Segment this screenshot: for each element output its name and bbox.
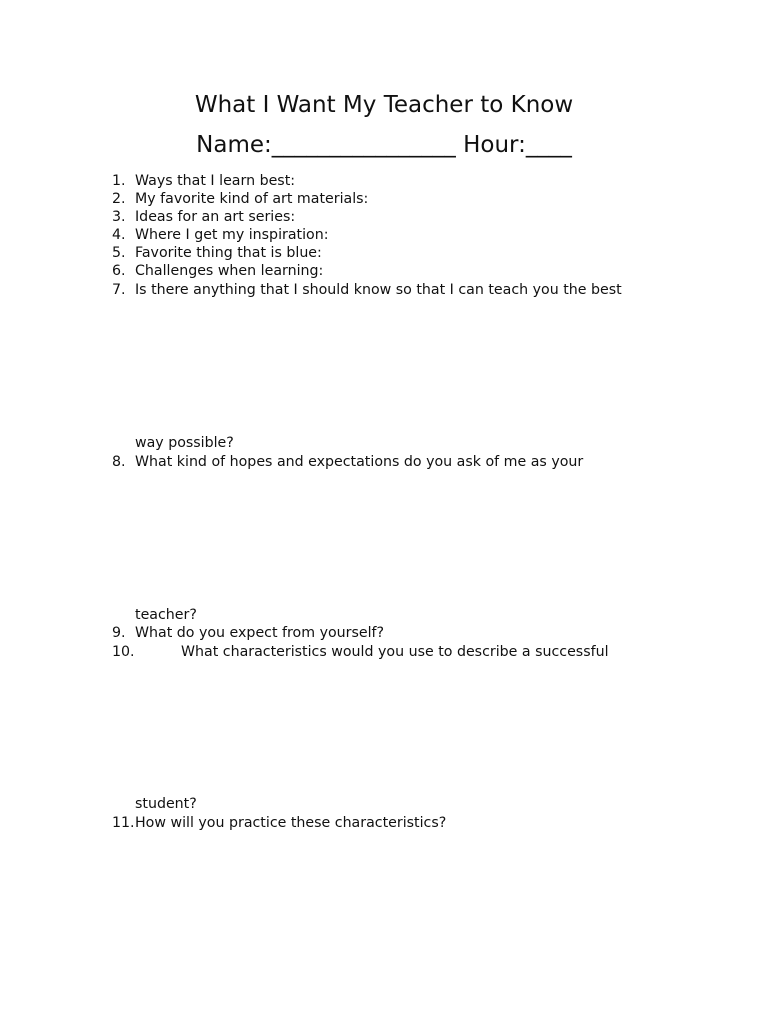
question-text: What do you expect from yourself? — [135, 625, 385, 641]
question-text: Favorite thing that is blue: — [135, 245, 322, 261]
question-text: Where I get my inspiration: — [135, 227, 329, 243]
page-title: What I Want My Teacher to Know — [194, 92, 574, 118]
question-number: 8. — [112, 454, 126, 470]
question-number: 10. — [112, 644, 135, 660]
question-text: What kind of hopes and expectations do you ask of me as your — [135, 454, 584, 470]
question-number: 6. — [112, 263, 126, 279]
question-number: 7. — [112, 282, 126, 298]
question-continuation: way possible? — [135, 435, 234, 451]
question-text: Ideas for an art series: — [135, 209, 296, 225]
question-continuation: teacher? — [135, 607, 197, 623]
question-text: What characteristics would you use to describe a successful — [181, 644, 609, 660]
question-number: 4. — [112, 227, 126, 243]
question-number: 9. — [112, 625, 126, 641]
hour-label: Hour: — [463, 132, 526, 158]
question-number: 1. — [112, 173, 126, 189]
name-label: Name: — [196, 132, 272, 158]
question-number: 2. — [112, 191, 126, 207]
question-text: My favorite kind of art materials: — [135, 191, 369, 207]
question-number: 11. — [112, 815, 135, 831]
question-text: Challenges when learning: — [135, 263, 324, 279]
question-text: Is there anything that I should know so that I can teach you the best — [135, 282, 622, 298]
question-number: 5. — [112, 245, 126, 261]
question-text: How will you practice these characteristics? — [135, 815, 447, 831]
name-blank: ________________ — [271, 132, 456, 158]
question-text: Ways that I learn best: — [135, 173, 296, 189]
hour-blank: ____ — [525, 132, 572, 158]
name-hour-line — [0, 128, 768, 162]
question-number: 3. — [112, 209, 126, 225]
question-continuation: student? — [135, 796, 197, 812]
